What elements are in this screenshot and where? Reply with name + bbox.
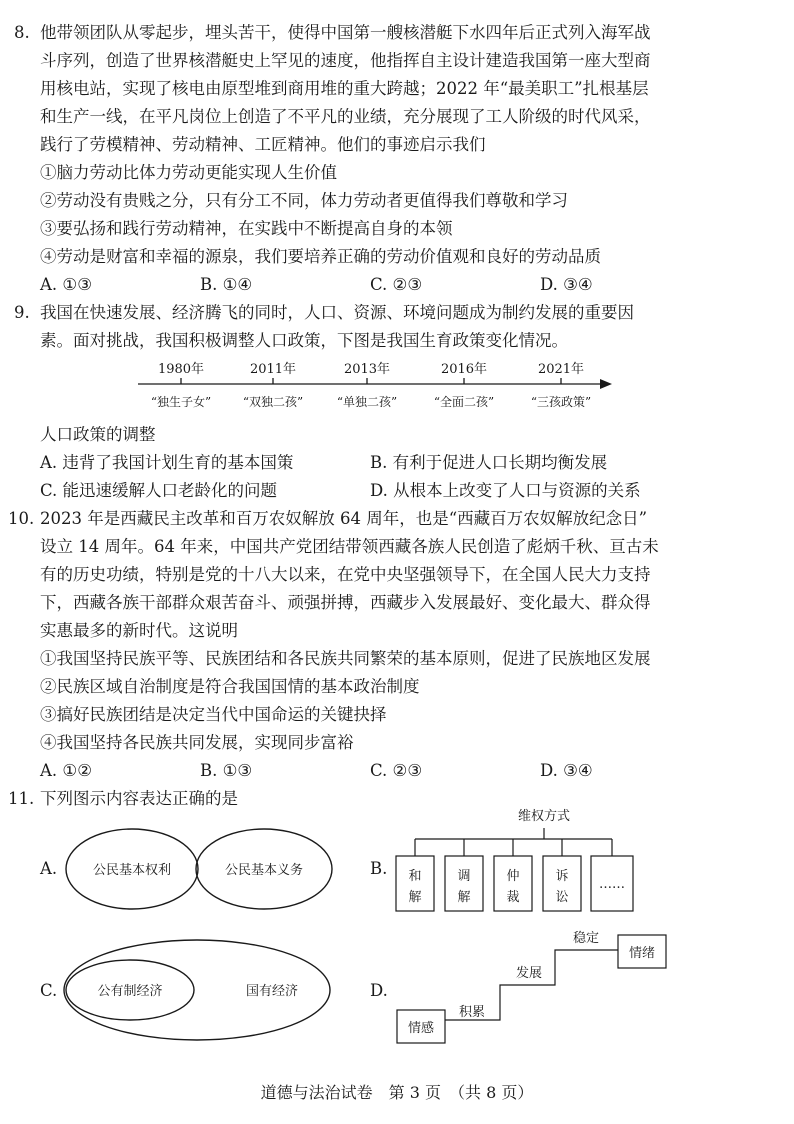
q10-number: 10. xyxy=(8,509,35,528)
q8-statement: ①脑力劳动比体力劳动更能实现人生价值 xyxy=(40,163,337,182)
q10-stem-line: 实惠最多的新时代。这说明 xyxy=(40,621,238,640)
svg-text:调: 调 xyxy=(457,869,471,884)
q8-stem-line: 他带领团队从零起步，埋头苦干，使得中国第一艘核潜艇下水四年后正式列入海军战 xyxy=(40,23,651,42)
q9-number: 9. xyxy=(14,303,30,322)
q9-option-b[interactable]: B. 有利于促进人口长期均衡发展 xyxy=(370,453,608,472)
method-box xyxy=(445,839,483,911)
q9-option-c[interactable]: C. 能迅速缓解人口老龄化的问题 xyxy=(40,481,278,500)
q8-statement: ③要弘扬和践行劳动精神，在实践中不断提高自身的本领 xyxy=(40,219,453,238)
page-footer: 道德与法治试卷 第 3 页 （共 8 页） xyxy=(260,1083,534,1102)
timeline-policy: “双独二孩” xyxy=(242,395,304,409)
svg-text:诉: 诉 xyxy=(555,869,569,884)
q8-option-c[interactable]: C. ②③ xyxy=(370,275,423,294)
timeline-year: 1980年 xyxy=(157,362,205,377)
step-label: 稳定 xyxy=(572,931,600,946)
q11-option-c[interactable]: C. xyxy=(40,981,58,1000)
timeline-year: 2016年 xyxy=(440,362,488,377)
method-box xyxy=(494,839,532,911)
q10-stem-line: 下，西藏各族干部群众艰苦奋斗、顽强拼搏，西藏步入发展最好、变化最大、群众得 xyxy=(40,593,651,612)
q11-stem: 下列图示内容表达正确的是 xyxy=(40,789,238,808)
q10-stem-line: 2023 年是西藏民主改革和百万农奴解放 64 周年，也是“西藏百万农奴解放纪念日” xyxy=(40,509,648,528)
svg-text:和: 和 xyxy=(408,869,422,884)
q8-option-a[interactable]: A. ①③ xyxy=(40,275,92,294)
mood-label: 情绪 xyxy=(628,946,656,961)
q10-option-b[interactable]: B. ①③ xyxy=(200,761,253,780)
svg-text:……: …… xyxy=(599,877,625,892)
svg-text:解: 解 xyxy=(408,890,422,905)
q9-stem-line: 人口政策的调整 xyxy=(40,425,156,444)
timeline-arrow xyxy=(600,379,612,389)
timeline-year: 2011年 xyxy=(249,362,297,377)
q10-option-d[interactable]: D. ③④ xyxy=(540,761,593,780)
q8-stem-line: 用核电站，实现了核电由原型堆到商用堆的重大跨越；2022 年“最美职工”扎根基层 xyxy=(40,79,649,98)
q8-option-b[interactable]: B. ①④ xyxy=(200,275,253,294)
q10-statement: ③搞好民族团结是决定当代中国命运的关键抉择 xyxy=(40,705,387,724)
method-box xyxy=(396,839,434,911)
q9-option-a[interactable]: A. 违背了我国计划生育的基本国策 xyxy=(40,453,294,472)
q10-option-c[interactable]: C. ②③ xyxy=(370,761,423,780)
q8-stem-line: 和生产一线，在平凡岗位上创造了不平凡的业绩，充分展现了工人阶级的时代风采， xyxy=(40,107,651,126)
diagram-c xyxy=(60,935,360,1045)
q11-option-b[interactable]: B. xyxy=(370,859,388,878)
diagram-a xyxy=(62,825,352,915)
rights-label: 公民基本权利 xyxy=(92,863,172,878)
diagram-b-title: 维权方式 xyxy=(517,809,571,824)
timeline-policy: “独生子女” xyxy=(150,395,212,409)
svg-text:裁: 裁 xyxy=(506,890,520,905)
q8-number: 8. xyxy=(14,23,30,42)
q10-option-a[interactable]: A. ①② xyxy=(40,761,92,780)
q8-stem-line: 践行了劳模精神、劳动精神、工匠精神。他们的事迹启示我们 xyxy=(40,135,486,154)
duties-label: 公民基本义务 xyxy=(224,863,304,878)
public-economy-label: 公有制经济 xyxy=(97,984,163,999)
svg-text:仲: 仲 xyxy=(506,869,520,884)
timeline-year: 2013年 xyxy=(343,362,391,377)
diagram-d xyxy=(390,925,690,1050)
q9-stem-line: 我国在快速发展、经济腾飞的同时，人口、资源、环境问题成为制约发展的重要因 xyxy=(40,303,634,322)
q8-statement: ②劳动没有贵贱之分，只有分工不同，体力劳动者更值得我们尊敬和学习 xyxy=(40,191,568,210)
svg-text:讼: 讼 xyxy=(555,890,569,905)
q9-option-d[interactable]: D. 从根本上改变了人口与资源的关系 xyxy=(370,481,641,500)
q11-number: 11. xyxy=(8,789,35,808)
q10-statement: ②民族区域自治制度是符合我国国情的基本政治制度 xyxy=(40,677,420,696)
svg-text:解: 解 xyxy=(457,890,471,905)
timeline-year: 2021年 xyxy=(537,362,585,377)
q11-option-d[interactable]: D. xyxy=(370,981,388,1000)
q10-stem-line: 设立 14 周年。64 年来，中国共产党团结带领西藏各族人民创造了彪炳千秋、亘古未 xyxy=(40,537,659,556)
q9-stem-line: 素。面对挑战，我国积极调整人口政策，下图是我国生育政策变化情况。 xyxy=(40,331,568,350)
timeline-policy: “全面二孩” xyxy=(433,395,495,409)
diagram-b xyxy=(390,800,650,925)
q10-statement: ④我国坚持各民族共同发展，实现同步富裕 xyxy=(40,733,354,752)
q8-stem-line: 斗序列，创造了世界核潜艇史上罕见的速度，他指挥自主设计建造我国第一座大型商 xyxy=(40,51,651,70)
state-economy-label: 国有经济 xyxy=(245,984,299,999)
emotion-label: 情感 xyxy=(407,1021,435,1036)
q10-stem-line: 有的历史功绩，特别是党的十八大以来，在党中央坚强领导下，在全国人民大力支持 xyxy=(40,565,651,584)
step-label: 发展 xyxy=(515,966,543,981)
q8-option-d[interactable]: D. ③④ xyxy=(540,275,593,294)
q10-statement: ①我国坚持民族平等、民族团结和各民族共同繁荣的基本原则，促进了民族地区发展 xyxy=(40,649,651,668)
method-box xyxy=(543,839,581,911)
policy-timeline xyxy=(130,358,630,418)
timeline-policy: “单独二孩” xyxy=(336,395,398,409)
q8-statement: ④劳动是财富和幸福的源泉，我们要培养正确的劳动价值观和良好的劳动品质 xyxy=(40,247,601,266)
timeline-policy: “三孩政策” xyxy=(530,395,592,409)
method-box xyxy=(591,839,633,911)
q11-option-a[interactable]: A. xyxy=(40,859,58,878)
step-label: 积累 xyxy=(458,1005,486,1020)
